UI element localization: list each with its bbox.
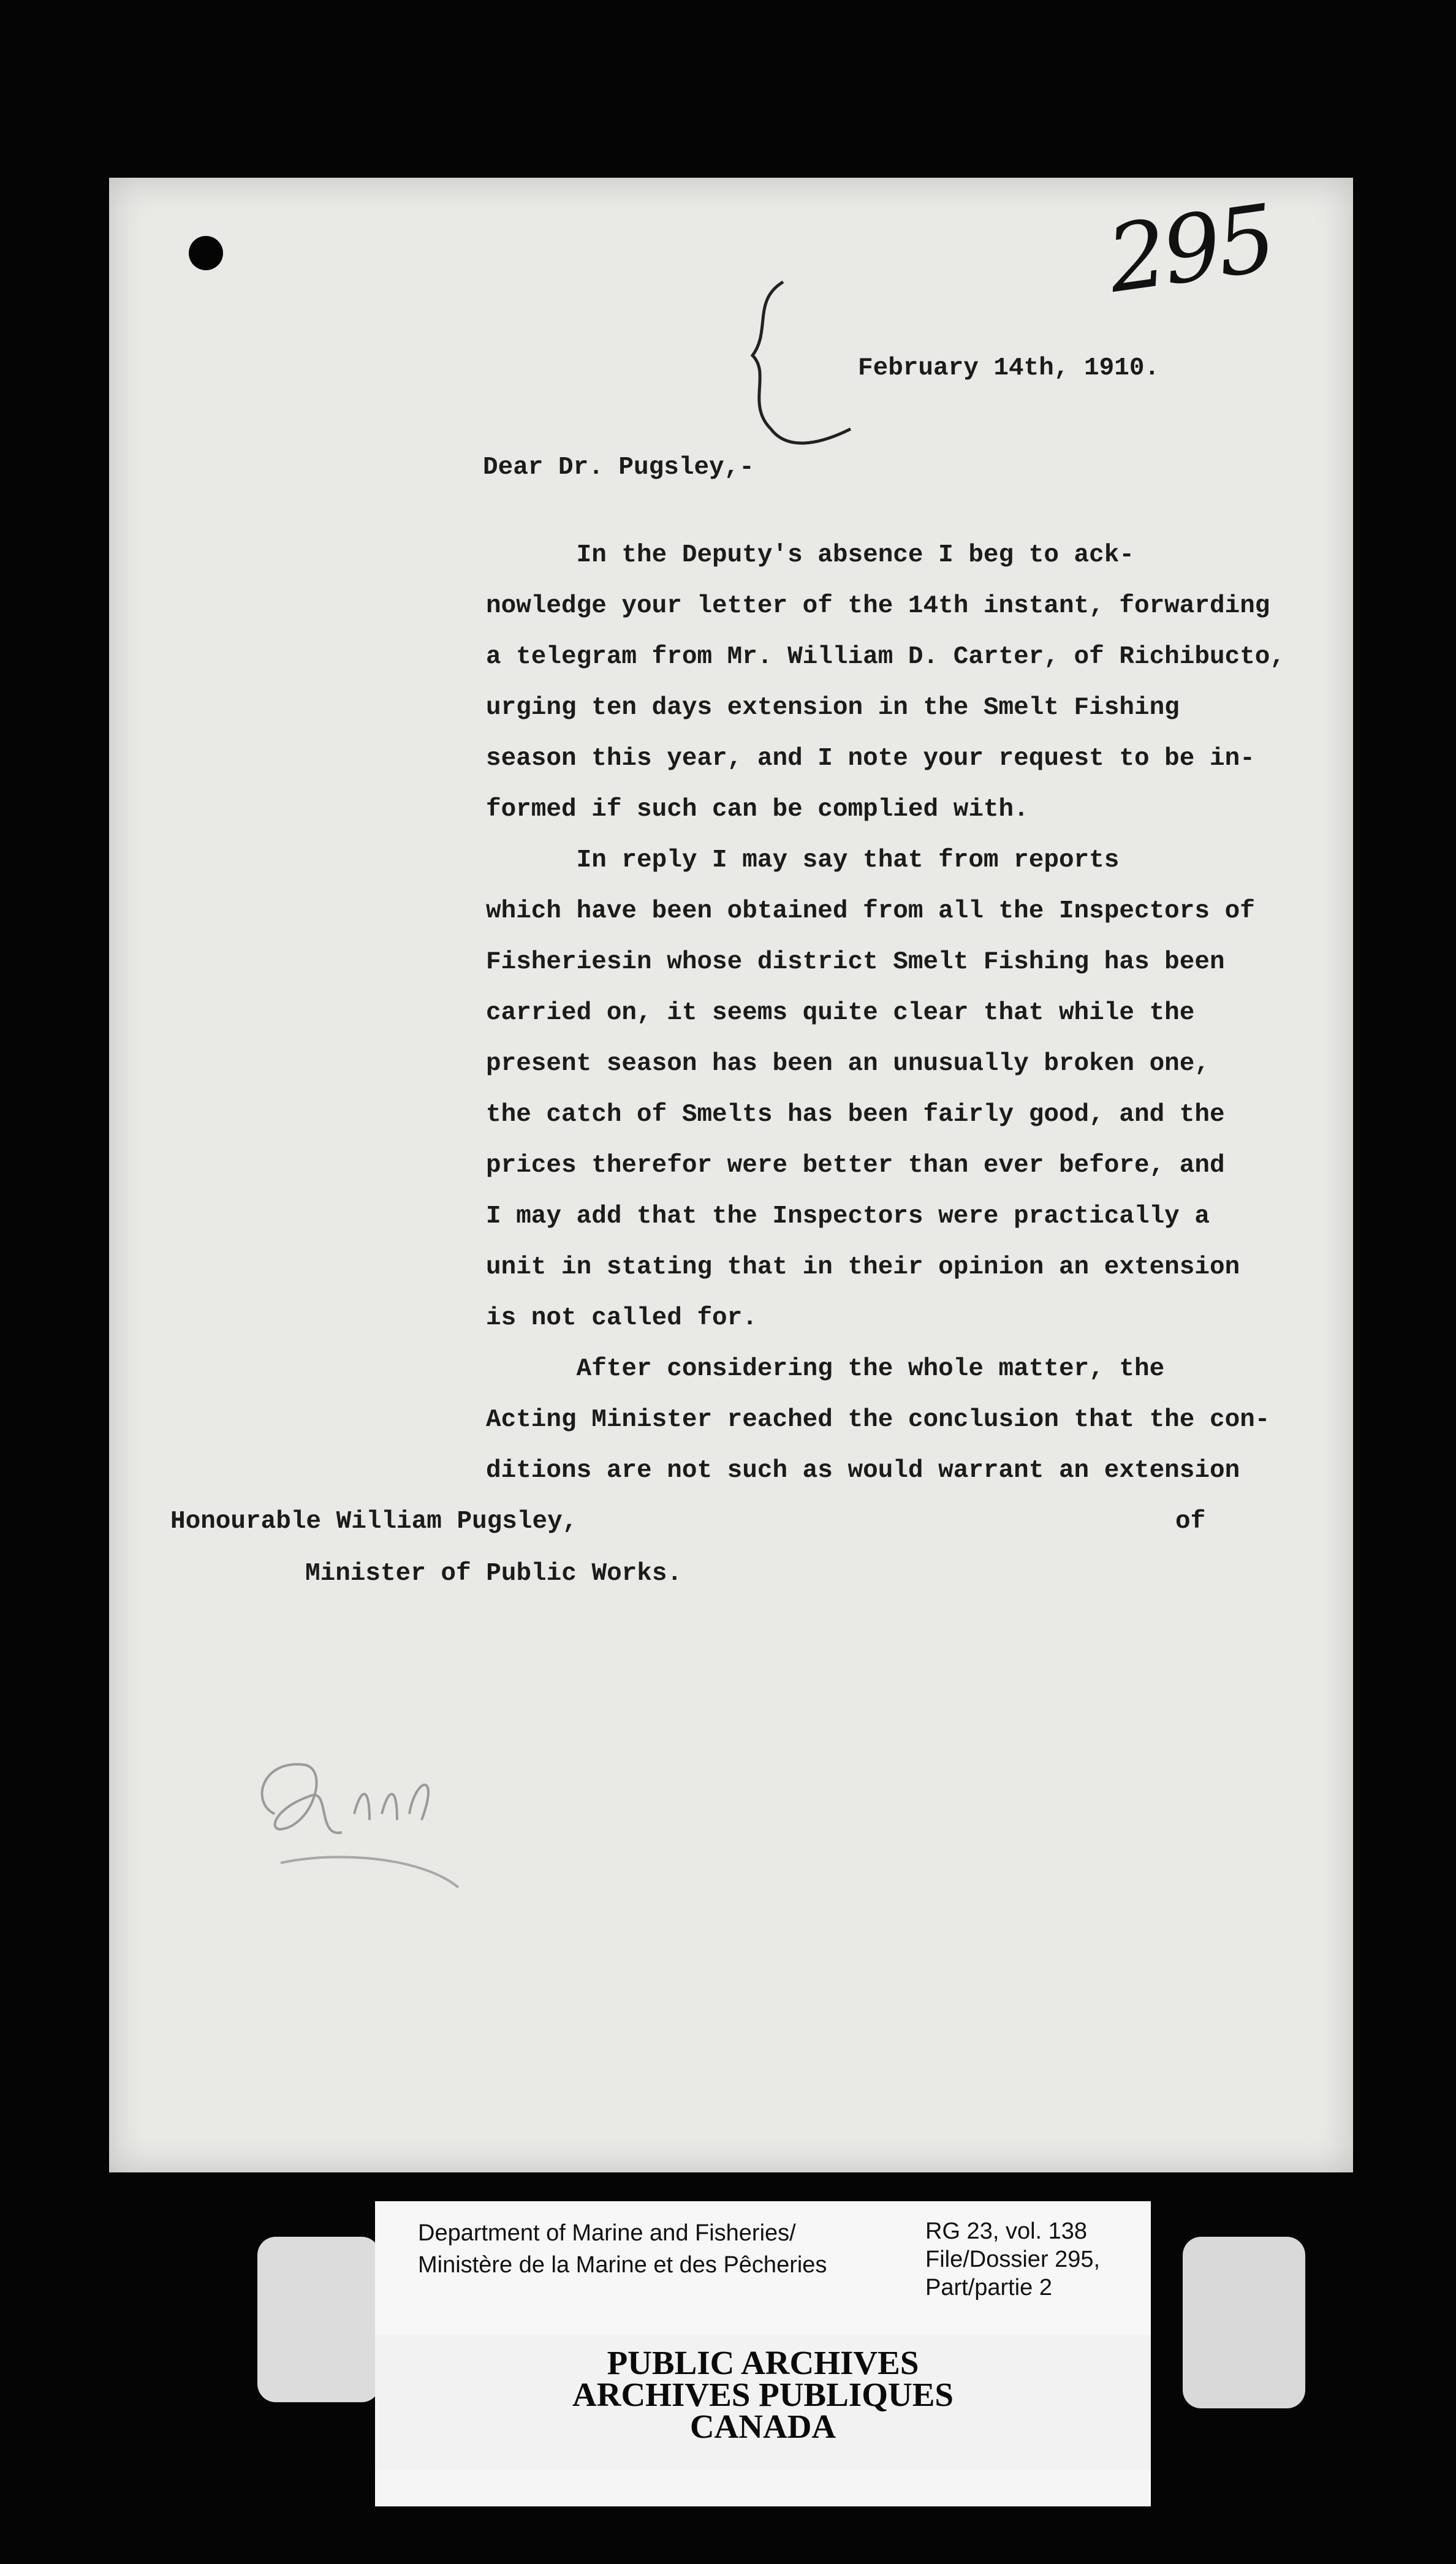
brace-mark bbox=[734, 276, 857, 460]
body-line: ditions are not such as would warrant an extension bbox=[486, 1457, 1240, 1485]
reference-volume: RG 23, vol. 138 bbox=[925, 2218, 1088, 2244]
letter-date: February 14th, 1910. bbox=[858, 354, 1160, 382]
department-french: Ministère de la Marine et des Pêcheries bbox=[418, 2252, 827, 2278]
letter-sheet bbox=[109, 178, 1353, 2172]
stamp-line: CANADA bbox=[689, 2408, 836, 2445]
reference-part: Part/partie 2 bbox=[925, 2275, 1052, 2300]
body-line: formed if such can be complied with. bbox=[486, 795, 1029, 824]
body-line: nowledge your letter of the 14th instant, forwarding bbox=[486, 592, 1270, 620]
letter-body bbox=[486, 530, 1436, 1496]
body-line: prices therefor were better than ever before, and bbox=[486, 1151, 1225, 1180]
body-line: season this year, and I note your request to be in- bbox=[486, 745, 1255, 773]
addressee-title: Minister of Public Works. bbox=[305, 1560, 683, 1588]
body-line: Fisheriesin whose district Smelt Fishing has been bbox=[486, 948, 1225, 976]
reference-block bbox=[925, 2217, 1100, 2302]
reference-file: File/Dossier 295, bbox=[925, 2247, 1101, 2272]
salutation: Dear Dr. Pugsley,- bbox=[483, 453, 754, 482]
label-shadow bbox=[257, 2237, 380, 2402]
body-line: After considering the whole matter, the bbox=[486, 1355, 1165, 1383]
body-line: present season has been an unusually broken one, bbox=[486, 1050, 1210, 1078]
body-line: urging ten days extension in the Smelt Fishing bbox=[486, 694, 1180, 722]
body-line: In the Deputy's absence I beg to ack- bbox=[486, 541, 1134, 569]
stamp-line: PUBLIC ARCHIVES bbox=[607, 2344, 919, 2381]
continuation-word: of bbox=[1175, 1508, 1206, 1536]
handwritten-initials bbox=[238, 1722, 507, 1924]
folio-number: 295 bbox=[1101, 185, 1280, 314]
label-shadow bbox=[1183, 2237, 1305, 2408]
archive-stamp bbox=[375, 2344, 1151, 2445]
punch-hole bbox=[189, 236, 223, 270]
body-line: is not called for. bbox=[486, 1304, 757, 1332]
department-english: Department of Marine and Fisheries/ bbox=[418, 2220, 796, 2246]
archive-label bbox=[375, 2201, 1151, 2335]
body-line: the catch of Smelts has been fairly good, and the bbox=[486, 1101, 1225, 1129]
bottom-strip bbox=[375, 2470, 1151, 2506]
body-line: unit in stating that in their opinion an extension bbox=[486, 1253, 1240, 1281]
addressee-name: Honourable William Pugsley, bbox=[170, 1508, 578, 1536]
body-line: a telegram from Mr. William D. Carter, of Richibucto, bbox=[486, 643, 1286, 671]
body-line: I may add that the Inspectors were practically a bbox=[486, 1202, 1210, 1231]
body-line: In reply I may say that from reports bbox=[486, 846, 1120, 874]
department-block bbox=[418, 2217, 827, 2281]
body-line: which have been obtained from all the Inspectors of bbox=[486, 897, 1255, 925]
stamp-line: ARCHIVES PUBLIQUES bbox=[572, 2376, 954, 2413]
body-line: carried on, it seems quite clear that while the bbox=[486, 999, 1195, 1027]
body-line: Acting Minister reached the conclusion that the con- bbox=[486, 1406, 1270, 1434]
